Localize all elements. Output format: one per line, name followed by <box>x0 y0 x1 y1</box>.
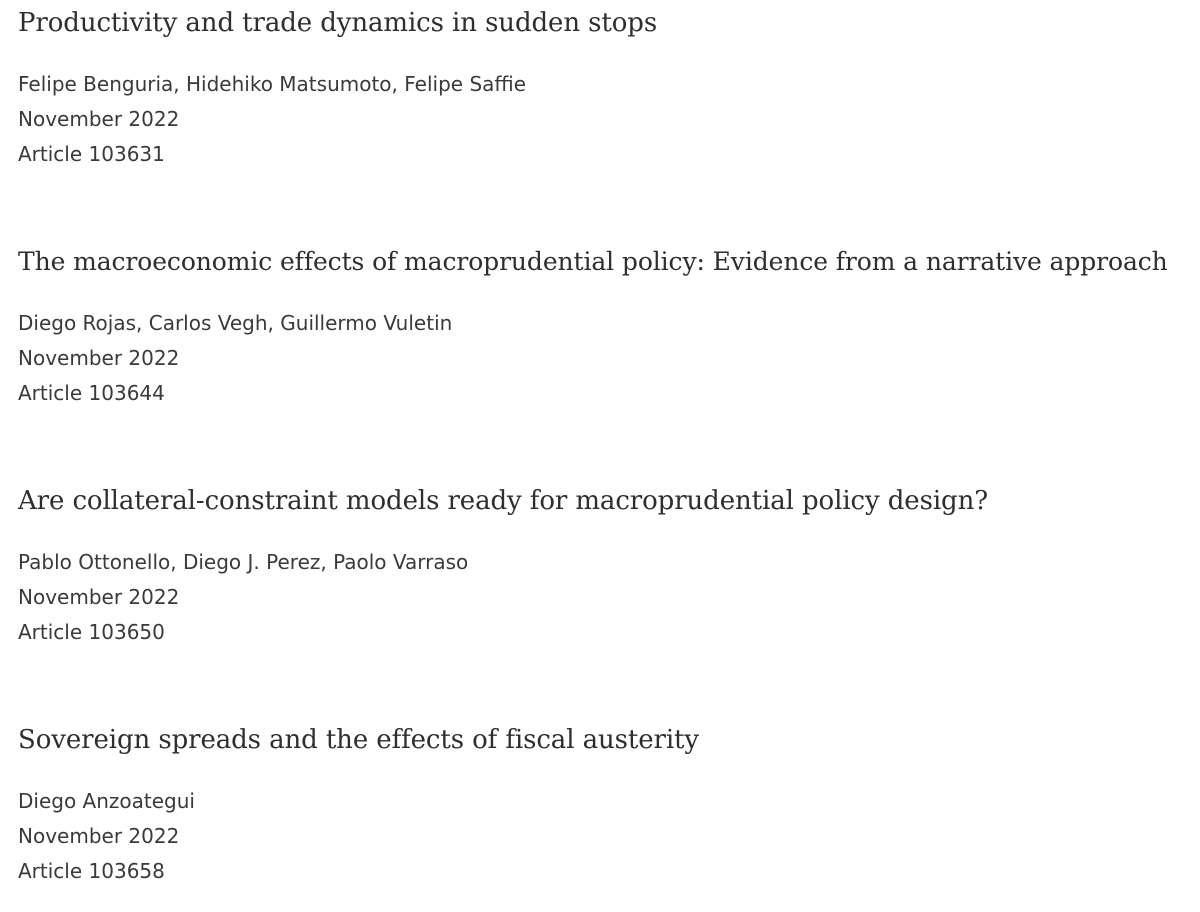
article-authors: Diego Anzoategui <box>18 789 195 813</box>
article-number: Article 103650 <box>18 620 165 644</box>
article-number: Article 103631 <box>18 142 165 166</box>
article-title-link[interactable]: The macroeconomic effects of macroprudential policy: Evidence from a narrative approach <box>18 247 1168 276</box>
article-item <box>18 6 1200 172</box>
article-date: November 2022 <box>18 346 180 370</box>
article-date: November 2022 <box>18 107 180 131</box>
article-authors: Diego Rojas, Carlos Vegh, Guillermo Vuletin <box>18 311 453 335</box>
article-date: November 2022 <box>18 824 180 848</box>
article-title-link[interactable]: Sovereign spreads and the effects of fiscal austerity <box>18 725 699 755</box>
article-number: Article 103658 <box>18 859 165 883</box>
article-number: Article 103644 <box>18 381 165 405</box>
article-item <box>18 245 1200 411</box>
article-item <box>18 723 1200 889</box>
article-title-link[interactable]: Are collateral-constraint models ready for macroprudential policy design? <box>18 486 989 516</box>
article-authors: Felipe Benguria, Hidehiko Matsumoto, Felipe Saffie <box>18 72 527 96</box>
article-authors: Pablo Ottonello, Diego J. Perez, Paolo Varraso <box>18 550 469 574</box>
article-date: November 2022 <box>18 585 180 609</box>
article-title-link[interactable]: Productivity and trade dynamics in sudden stops <box>18 8 658 38</box>
article-item <box>18 484 1200 650</box>
